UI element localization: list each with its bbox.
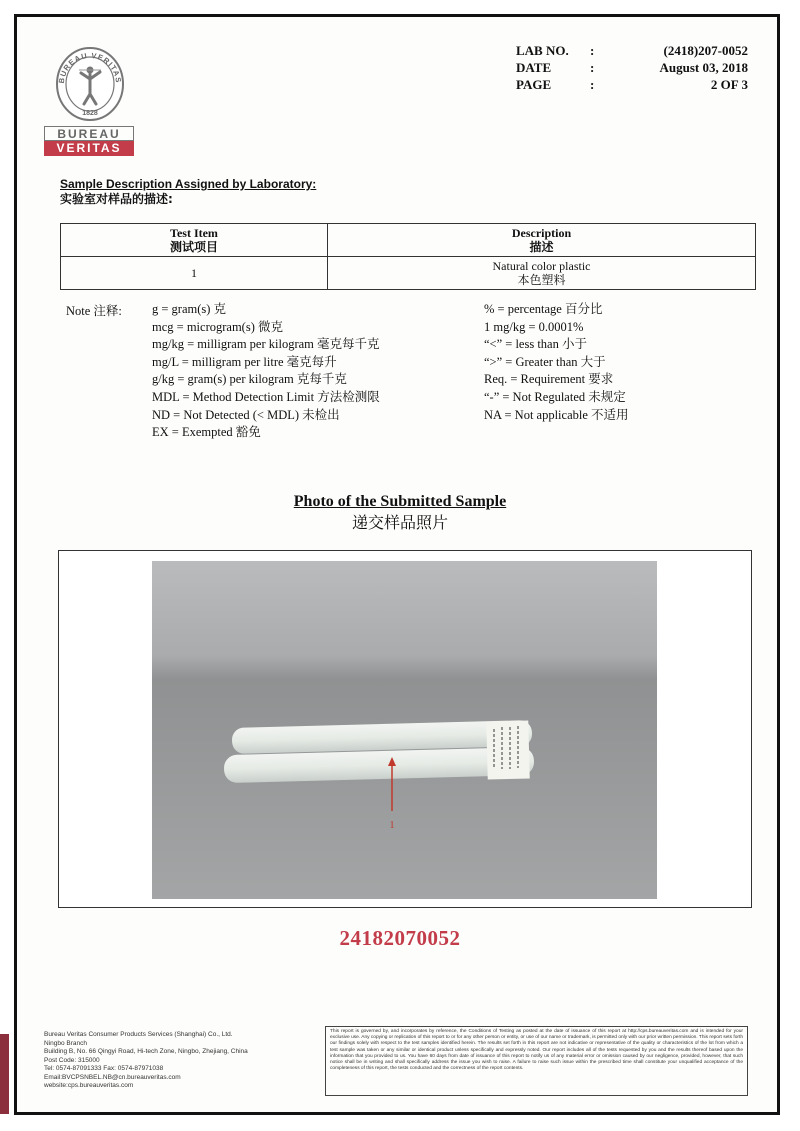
note-item: 1 mg/kg = 0.0001% — [484, 319, 584, 334]
footer-email[interactable]: Email:BVCPSNBEL.NB@cn.bureauveritas.com — [44, 1073, 181, 1081]
note-item: NA = Not applicable 不适用 — [484, 407, 629, 422]
lab-no-label: LAB NO. — [516, 43, 569, 58]
page-label: PAGE — [516, 77, 552, 92]
sample-description-title-en: Sample Description Assigned by Laboratory: — [60, 177, 317, 191]
photo-heading — [0, 491, 800, 533]
footer-address — [44, 1031, 314, 1091]
sample-marker-label: 1 — [389, 820, 395, 831]
note-item: mcg = microgram(s) 微克 — [152, 319, 283, 334]
lab-no-row — [516, 42, 748, 59]
side-edge-mark — [0, 1034, 9, 1114]
note-item: mg/L = milligram per litre 毫克每升 — [152, 354, 337, 369]
sample-description-title-zh: 实验室对样品的描述: — [60, 192, 173, 206]
footer-address-line: Bureau Veritas Consumer Products Services (Shanghai) Co., Ltd. — [44, 1031, 233, 1038]
page-value: 2 OF 3 — [710, 77, 748, 92]
lab-info-block — [516, 42, 748, 93]
date-label: DATE — [516, 60, 552, 75]
bureau-veritas-logo — [44, 46, 136, 156]
header-description — [328, 224, 756, 257]
note-item: “<” = less than 小于 — [484, 337, 587, 352]
cell-description-en: Natural color plastic — [492, 259, 591, 273]
footer-address-line: Tel: 0574-87091333 Fax: 0574-87971038 — [44, 1065, 164, 1072]
seal-year: 1828 — [82, 110, 98, 117]
lab-no-value: (2418)207-0052 — [663, 43, 748, 58]
note-item: mg/kg = milligram per kilogram 毫克每千克 — [152, 337, 380, 352]
header-test-item-zh: 测试项目 — [169, 240, 218, 254]
sample-number: 24182070052 — [339, 926, 461, 950]
cell-description — [328, 257, 756, 290]
photo-title-zh: 递交样品照片 — [351, 513, 448, 532]
note-label: Note 注释: — [66, 304, 122, 318]
table-header-row — [61, 224, 756, 257]
date-colon: : — [590, 60, 595, 75]
note-item: g/kg = gram(s) per kilogram 克每千克 — [152, 372, 347, 387]
note-item: “>” = Greater than 大于 — [484, 354, 606, 369]
footer-website[interactable]: website:cps.bureauveritas.com — [44, 1082, 134, 1089]
notes-left-column — [152, 301, 380, 442]
sample-description-table — [60, 223, 756, 290]
footer-address-line: Ningbo Branch — [44, 1039, 87, 1047]
cell-test-item: 1 — [61, 257, 328, 290]
page-row — [516, 76, 748, 93]
sample-photo — [152, 561, 657, 899]
date-value: August 03, 2018 — [659, 60, 748, 75]
header-test-item-en: Test Item — [170, 226, 218, 240]
date-row — [516, 59, 748, 76]
note-item: MDL = Method Detection Limit 方法检测限 — [152, 389, 380, 404]
table-row — [61, 257, 756, 290]
note-item: ND = Not Detected (< MDL) 未检出 — [152, 407, 340, 422]
footer-terms: This report is governed by, and incorporates by reference, the Conditions of Testing as posted at the date of issuance of this report at http://cps.bureauveritas.com and is intended for your exclusive use. Any copying or replication of this report to or for any other person or entity, or use of our name or trademark, is permitted only with our prior written permission. This report sets forth our findings solely with respect to the test samples identified herein. The results set forth in this report are not indicative or representative of the quality or characteristics of the lot from which a test sample was taken or any similar or identical product unless specifically and expressly noted. Our report includes all of the tests requested by you and the results thereof based upon the information that you provided to us. You have 60 days from date of issuance of this report to notify us of any material error or omission caused by our negligence, provided, however, that such notice shall be in writing and shall specifically address the issue you wish to raise. A failure to raise such issue within the prescribed time shall constitute your unqualified acceptance of the completeness of this report, the tests conducted and the correctness of the report contents. — [325, 1026, 748, 1096]
sample-label-sticker-icon — [486, 720, 530, 779]
footer-address-line: Building B, No. 66 Qingyi Road, Hi-tech Zone, Ningbo, Zhejiang, China — [44, 1048, 248, 1055]
header-description-zh: 描述 — [529, 240, 554, 254]
note-item: EX = Exempted 豁免 — [152, 425, 261, 440]
footer-address-line: Post Code: 315000 — [44, 1056, 100, 1064]
lab-no-colon: : — [590, 43, 595, 58]
bureau-veritas-seal-icon — [55, 46, 125, 122]
note-item: % = percentage 百分比 — [484, 302, 603, 316]
cell-description-zh: 本色塑料 — [517, 273, 566, 287]
note-item: “-” = Not Regulated 未规定 — [484, 389, 626, 404]
logo-word-bureau: BUREAU — [44, 126, 134, 141]
header-test-item — [61, 224, 328, 257]
note-item: g = gram(s) 克 — [152, 302, 227, 316]
sample-description-heading — [60, 177, 316, 207]
notes-right-column — [484, 301, 629, 424]
photo-title-en: Photo of the Submitted Sample — [293, 493, 507, 510]
svg-text:BUREAU VERITAS: BUREAU VERITAS — [56, 50, 124, 84]
page-colon: : — [590, 77, 595, 92]
header-description-en: Description — [511, 226, 572, 240]
note-item: Req. = Requirement 要求 — [484, 372, 614, 387]
logo-word-veritas: VERITAS — [44, 141, 134, 156]
